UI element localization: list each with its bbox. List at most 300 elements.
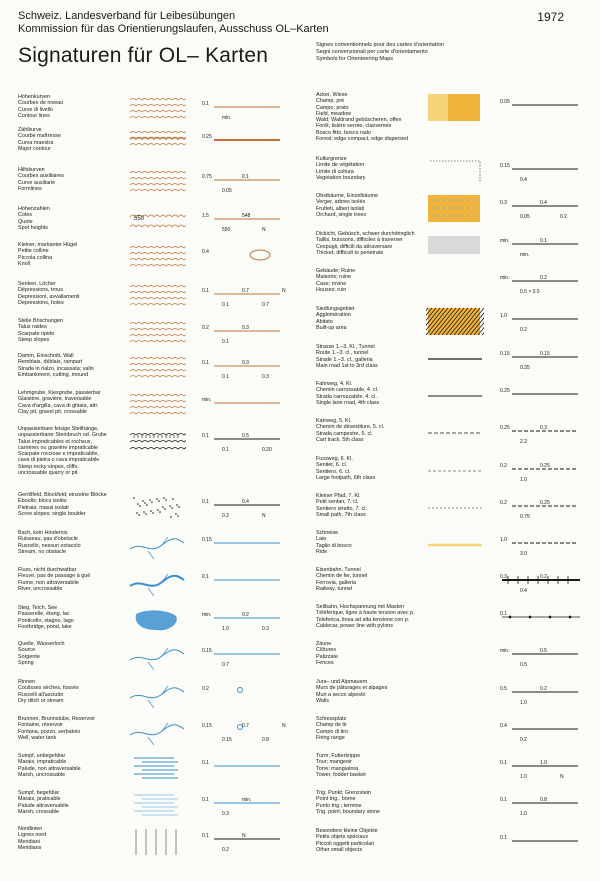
description-line: Case; rovine [316, 280, 347, 287]
dimension-label: 0.7 [222, 662, 229, 668]
dimension-label: 0.3 [222, 811, 229, 817]
subtitle-en: Symbols for Orienteering Maps [316, 56, 394, 62]
dimension-label: N [282, 288, 286, 294]
description-line: Footbridge, pond, lake [18, 623, 72, 630]
description-line: Cespugli, difficili da attraversare [316, 243, 393, 250]
symbol-spec [200, 568, 286, 598]
symbol-spec [498, 717, 584, 747]
symbol-spec [200, 717, 286, 747]
dimension-label: 0.3 [242, 360, 249, 366]
symbol-spec [498, 494, 584, 524]
description-line: Ponticello, stagno, lago [18, 617, 74, 624]
symbol-spec [498, 269, 584, 299]
symbol-spec [200, 95, 286, 125]
description-line: Field, meadow [316, 110, 352, 117]
dimension-label: min. [500, 238, 510, 244]
description-line: Abitato [316, 318, 333, 325]
description-line: Sumpf, begehbar [18, 790, 60, 796]
description-line: Cablecar, power line with pylons [316, 622, 394, 629]
map-sample [426, 269, 484, 299]
description-line: Meridians [18, 844, 42, 851]
dimension-label: 0.25 [500, 425, 510, 431]
description-line: Quote [18, 218, 33, 225]
description-line: Curve ausiliarie [18, 179, 56, 186]
description-line: Sentiero stretto, 7. cl. [316, 505, 367, 512]
description-line: uncrossable quarry or pit [18, 470, 78, 477]
dimension-label: 550 [222, 227, 231, 233]
dimension-label: min. [500, 275, 510, 281]
description-line: carrières ou gravière impraticable [18, 444, 98, 451]
dimension-label: 0.1 [202, 574, 209, 580]
description-line: Strada in rialzo, incassata; vallo [18, 365, 94, 372]
description-line: Champ de tir [316, 722, 347, 729]
map-sample [128, 391, 186, 421]
description-line: Campo, prato [316, 104, 349, 111]
dimension-label: 0.2 [242, 612, 249, 618]
description-line: Ruscello, nessun ostacolo [18, 542, 81, 549]
description-line: Ruisseau, pas d'obstacle [18, 536, 78, 543]
symbol-spec [200, 168, 286, 198]
dimension-label: 0.75 [202, 174, 212, 180]
description-line: Thicket, difficult to penetrate [316, 249, 384, 256]
map-sample [128, 319, 186, 349]
dimension-label: 1.0 [520, 477, 527, 483]
description-line: Taglio di bosco [316, 542, 352, 549]
dimension-label: 0.1 [222, 302, 229, 308]
map-sample [426, 157, 484, 187]
description-line: Obstbäume, Einzelbäume [316, 193, 379, 199]
map-sample [426, 829, 484, 859]
entry-description [18, 167, 64, 192]
symbol-spec [200, 791, 286, 821]
map-sample [128, 207, 186, 237]
description-line: Geröllfeld, Blockfeld; einzelne Blöcke [18, 492, 107, 498]
year: 1972 [537, 10, 564, 24]
description-line: Schneise [316, 530, 339, 536]
entry-description [316, 268, 355, 293]
dimension-label: 1.0 [520, 700, 527, 706]
description-line: Knoll [18, 260, 30, 267]
entry-description [316, 344, 378, 369]
description-line: Route 1.–3. cl., tunnel [316, 350, 369, 357]
dimension-label: 1.0 [520, 774, 527, 780]
description-line: Fences [316, 659, 334, 666]
entry-description [316, 530, 352, 555]
map-sample [426, 754, 484, 784]
dimension-label: 0.8 [262, 737, 269, 743]
description-line: Champ, pré [316, 98, 345, 105]
symbol-spec [498, 307, 584, 337]
description-line: Kulturgrenze [316, 156, 347, 162]
dimension-label: 0.7 [242, 288, 249, 294]
description-line: Dickicht, Gebüsch, schwer durchdringlich [316, 231, 415, 237]
description-line: Sentiero, 6. cl. [316, 468, 351, 475]
description-line: Limite de végétation [316, 162, 365, 169]
dimension-label: 0.35 [520, 365, 530, 371]
description-line: Large footpath, 6th class [316, 474, 376, 481]
description-line: Well, water tank [18, 734, 57, 741]
description-line: Trig. Punkt; Grenzstein [316, 790, 371, 796]
description-line: Siedlungsgebiet [316, 306, 355, 312]
dimension-label: 0.1 [202, 433, 209, 439]
description-line: Fussweg, 6. Kl. [316, 456, 353, 462]
dimension-label: N [262, 227, 266, 233]
description-line: Punto trig.; termine [316, 802, 362, 809]
description-line: Lignes nord [18, 832, 47, 839]
dimension-label: 0.1 [540, 238, 547, 244]
description-line: Jura– und Alpmauern [316, 679, 368, 685]
dimension-label: 0.4 [520, 588, 527, 594]
description-line: Frutteti, alberi isolati [316, 205, 365, 212]
description-line: Fontaine, réservoir [18, 722, 63, 729]
description-line: Meridiani [18, 838, 40, 845]
description-line: Marais, praticable [18, 796, 61, 803]
description-line: Nordlinien [18, 826, 43, 832]
entry-description [316, 231, 415, 256]
dimension-label: 0.1 [202, 101, 209, 107]
dimension-label: 0.3 [500, 200, 507, 206]
description-line: Trig. point; boundary stone [316, 808, 380, 815]
entry-description [18, 426, 107, 476]
entry-description [18, 530, 81, 555]
dimension-label: 0.5 [500, 686, 507, 692]
symbol-spec [200, 606, 286, 636]
description-line: Petite colline [18, 248, 49, 255]
description-line: Ferrovia, galleria [316, 579, 357, 586]
description-line: Sumpf, unbegehbar [18, 753, 66, 759]
description-line: Quelle, Wasserloch [18, 641, 65, 647]
dimension-label: 0.15 [202, 723, 212, 729]
description-line: Pietraia; massi isolati [18, 504, 69, 511]
entry-description [316, 306, 354, 331]
description-line: Palude, non attraversabile [18, 765, 81, 772]
description-line: Torre; mangiatora [316, 765, 359, 772]
dimension-label: 0.1 [202, 499, 209, 505]
description-line: Petit sentier, 7. cl. [316, 499, 359, 506]
symbol-spec [200, 531, 286, 561]
description-line: Firing range [316, 734, 345, 741]
description-line: Forêt; lisière serrée, clairsemée [316, 123, 392, 130]
dimension-label: 0.1 [500, 835, 507, 841]
dimension-label: 0.05 [500, 99, 510, 105]
description-line: Chemin de dévestiture, 5. cl. [316, 424, 385, 431]
description-line: Orchard, single trees [316, 211, 367, 218]
dimension-label: 0.25 [202, 134, 212, 140]
symbol-spec [498, 345, 584, 375]
map-sample [426, 93, 484, 123]
dimension-label: 0.15 [222, 737, 232, 743]
dimension-label: min. [520, 252, 530, 258]
description-line: Vegetation boundary [316, 174, 366, 181]
svg-text:550: 550 [134, 216, 145, 222]
description-line: Bach, kein Hindernis [18, 530, 68, 536]
symbol-spec [498, 232, 584, 262]
dimension-label: 548 [242, 213, 251, 219]
description-line: Kleiner, markanter Hügel [18, 242, 78, 248]
dimension-label: 0.1 [500, 760, 507, 766]
symbol-spec [200, 319, 286, 349]
description-line: Cart track, 5th class [316, 436, 364, 443]
description-line: Lehmgrube, Kiesgrube, passierbar [18, 390, 101, 396]
map-sample [128, 354, 186, 384]
dimension-label: min. [222, 115, 232, 121]
description-line: Scarpate rocciose e impraticabile, [18, 451, 99, 458]
dimension-label: 0.3 [262, 374, 269, 380]
symbol-spec [200, 243, 286, 273]
description-line: Rinnen [18, 679, 36, 685]
symbol-spec [498, 680, 584, 710]
description-line: Stream, no obstacle [18, 548, 66, 555]
entry-description [316, 753, 366, 778]
description-line: Kleiner Pfad, 7. Kl. [316, 493, 361, 499]
commission-name: Kommission für das Orientierungslaufen, Ausschuss OL–Karten [18, 23, 329, 35]
entry-description [18, 390, 101, 415]
symbol-spec [200, 827, 286, 857]
map-sample [426, 680, 484, 710]
symbol-spec [200, 427, 286, 457]
dimension-label: 1.0 [500, 537, 507, 543]
description-line: Remblais, déblais, rampart [18, 359, 83, 366]
description-line: Piccola collina [18, 254, 53, 261]
description-line: Fahrweg, 4. Kl. [316, 381, 353, 387]
map-sample [426, 531, 484, 561]
entry-description [316, 381, 379, 406]
dimension-label: 0.1 [202, 288, 209, 294]
description-line: River, uncrossable [18, 585, 63, 592]
description-line: Major contour [18, 145, 51, 152]
symbol-spec [200, 754, 286, 784]
dimension-label: N [560, 774, 564, 780]
description-line: Piccoli oggetti particolari [316, 840, 375, 847]
dimension-label: 1.0 [540, 760, 547, 766]
description-line: Steep rocky slopes, cliffs, [18, 463, 79, 470]
description-line: Höhenzahlen [18, 206, 50, 212]
description-line: cava di pietra o cava impraticabile [18, 457, 100, 464]
symbol-spec [498, 791, 584, 821]
description-line: Dry ditch or stream [18, 697, 64, 704]
description-line: Eisenbahn, Tunnel [316, 567, 361, 573]
symbol-spec [498, 382, 584, 412]
description-line: Tower, fodder basket [316, 771, 366, 778]
description-line: Walls [316, 697, 329, 704]
map-sample [128, 493, 186, 523]
description-line: Cotes [18, 212, 33, 219]
dimension-label: 0.20 [262, 447, 272, 453]
description-line: Courbe maîtresse [18, 133, 61, 140]
dimension-label: 0.1 [202, 360, 209, 366]
entry-description [18, 318, 63, 343]
description-line: Zäune [316, 641, 332, 647]
dimension-label: 0.3 [540, 425, 547, 431]
description-line: Scree slopes; single boulder [18, 510, 86, 517]
map-sample [426, 791, 484, 821]
symbol-spec [498, 642, 584, 672]
description-line: Laie [316, 536, 327, 543]
description-line: Murs de pâturages et alpages [316, 685, 388, 692]
description-line: Depressions, holes [18, 299, 64, 306]
description-line: Steep slopes [18, 336, 50, 343]
description-line: Cava d'argilla, cava di ghiaia, attr. [18, 402, 99, 409]
dimension-label: 0.2 [560, 214, 567, 220]
dimension-label: 0.3 [242, 325, 249, 331]
dimension-label: 0.15 [500, 351, 510, 357]
map-sample [426, 457, 484, 487]
symbol-spec [200, 128, 286, 158]
symbol-spec [498, 829, 584, 859]
description-line: Taillis, buissons, difficiles à traverser [316, 237, 403, 244]
entry-description [316, 156, 365, 181]
description-line: Courbes auxiliaires [18, 173, 64, 180]
description-line: Teleferica, linea ad alta tensione con p. [316, 616, 410, 623]
description-line: Sentier, 6. cl. [316, 462, 348, 469]
entry-description [316, 456, 375, 481]
dimension-label: 0.1 [222, 339, 229, 345]
organisation-name: Schweiz. Landesverband für Leibesübungen [18, 10, 236, 22]
map-sample [426, 419, 484, 449]
dimension-label: 0.4 [500, 723, 507, 729]
dimension-label: 0.2 [540, 686, 547, 692]
entry-description [18, 679, 79, 704]
entry-description [18, 94, 63, 119]
description-line: Brunnen, Brunnstube, Reservoir [18, 716, 96, 722]
map-sample [128, 95, 186, 125]
symbol-spec [200, 207, 286, 237]
dimension-label: 0.1 [202, 833, 209, 839]
dimension-label: 0.5 [540, 648, 547, 654]
description-line: Maisons; ruine [316, 274, 352, 281]
entry-description [316, 92, 408, 142]
map-sample [426, 717, 484, 747]
description-line: Verger, arbres isolés [316, 199, 366, 206]
symbol-spec [200, 680, 286, 710]
description-line: Source [18, 647, 36, 654]
dimension-label: 0.2 [520, 737, 527, 743]
description-line: Built-up area [316, 324, 347, 331]
symbol-spec [200, 354, 286, 384]
map-sample [128, 531, 186, 561]
description-line: Other small objects [316, 846, 363, 853]
map-sample [128, 128, 186, 158]
dimension-label: 1.0 [222, 626, 229, 632]
entry-description [18, 353, 94, 378]
map-sample [128, 754, 186, 784]
description-line: Marsh, crossable [18, 808, 60, 815]
description-line: Senken, Löcher [18, 281, 56, 287]
entry-description [316, 567, 367, 592]
entry-description [18, 716, 95, 741]
description-line: Marais, impraticable [18, 759, 67, 766]
description-line: Passerelle, étang, lac [18, 611, 70, 618]
symbol-spec [498, 754, 584, 784]
dimension-label: 0.4 [540, 200, 547, 206]
description-line: Curva maestra [18, 139, 54, 146]
dimension-label: 0.2 [520, 327, 527, 333]
description-line: Marsh, uncrossable [18, 771, 66, 778]
entry-description [316, 604, 415, 629]
description-line: Chemin de fer, tunnel [316, 573, 368, 580]
dimension-label: min. [500, 648, 510, 654]
description-line: Besondere kleine Objekte [316, 828, 378, 834]
description-line: Campo di tiro [316, 728, 349, 735]
symbol-spec [200, 642, 286, 672]
description-line: Glaisière, gravière, traversable [18, 396, 92, 403]
symbol-spec [498, 157, 584, 187]
entry-description [18, 242, 77, 267]
dimension-label: 0.2 [222, 847, 229, 853]
dimension-label: 0.15 [500, 163, 510, 169]
map-sample [426, 605, 484, 635]
description-line: Strasse 1.–3. Kl., Tunnel [316, 344, 375, 350]
description-line: Clay pit, gravel pit, crossable [18, 408, 87, 415]
map-sample [128, 680, 186, 710]
symbol-spec [498, 568, 584, 598]
description-line: Embankment, cutting, mound [18, 371, 89, 378]
map-sample [128, 168, 186, 198]
dimension-label: 0.1 [222, 447, 229, 453]
dimension-label: 0.2 [500, 463, 507, 469]
description-line: Curve di livello [18, 106, 54, 113]
description-line: Formlines [18, 185, 42, 192]
dimension-label: min. [202, 612, 212, 618]
dimension-label: 0.15 [540, 351, 550, 357]
dimension-label: 0.2 [540, 275, 547, 281]
dimension-label: 0.7 [262, 302, 269, 308]
symbol-spec [498, 531, 584, 561]
dimension-label: 0.8 [540, 797, 547, 803]
description-line: Talus impraticables et rocheux, [18, 438, 93, 445]
description-line: Bosco fitto, bosco rado [316, 129, 371, 136]
symbol-spec [498, 457, 584, 487]
subtitle [316, 42, 444, 63]
symbol-spec [200, 493, 286, 523]
dimension-label: 1.0 [500, 313, 507, 319]
map-sample [128, 282, 186, 312]
description-line: unpassierbarer Steinbruch od. Grube [18, 432, 107, 439]
page-title: Signaturen für OL– Karten [18, 44, 269, 67]
dimension-label: 0.1 [500, 797, 507, 803]
dimension-label: 0.2 [500, 500, 507, 506]
dimension-label: 0.5 [242, 433, 249, 439]
dimension-label: 0.1 [202, 797, 209, 803]
description-line: Fleuve, pas de passage à gué [18, 573, 91, 580]
map-sample [426, 568, 484, 598]
description-line: Chemin carrossable, 4. cl. [316, 387, 379, 394]
map-sample [128, 568, 186, 598]
entry-description [18, 567, 90, 592]
entry-description [316, 828, 378, 853]
description-line: Point trig.; borne [316, 796, 356, 803]
dimension-label: N [282, 723, 286, 729]
entry-description [316, 679, 387, 704]
description-line: Fontana, pozzo, serbatoio [18, 728, 81, 735]
description-line: Depressioni, avvallamenti [18, 293, 80, 300]
symbol-spec [498, 419, 584, 449]
description-line: Ride [316, 548, 328, 555]
description-line: Single lane road, 4th class [316, 399, 380, 406]
description-line: Dépressions, trous [18, 287, 63, 294]
description-line: Spot heights [18, 224, 48, 231]
entry-description [316, 790, 380, 815]
map-sample [426, 382, 484, 412]
dimension-label: 0.25 [540, 463, 550, 469]
description-line: Spring [18, 659, 34, 666]
dimension-label: N [262, 513, 266, 519]
description-line: Palizzate [316, 653, 338, 660]
dimension-label: min. [242, 797, 252, 803]
description-line: Courbes de niveau [18, 100, 64, 107]
map-sample [128, 827, 186, 857]
description-line: Muri a secco alpestri [316, 691, 366, 698]
